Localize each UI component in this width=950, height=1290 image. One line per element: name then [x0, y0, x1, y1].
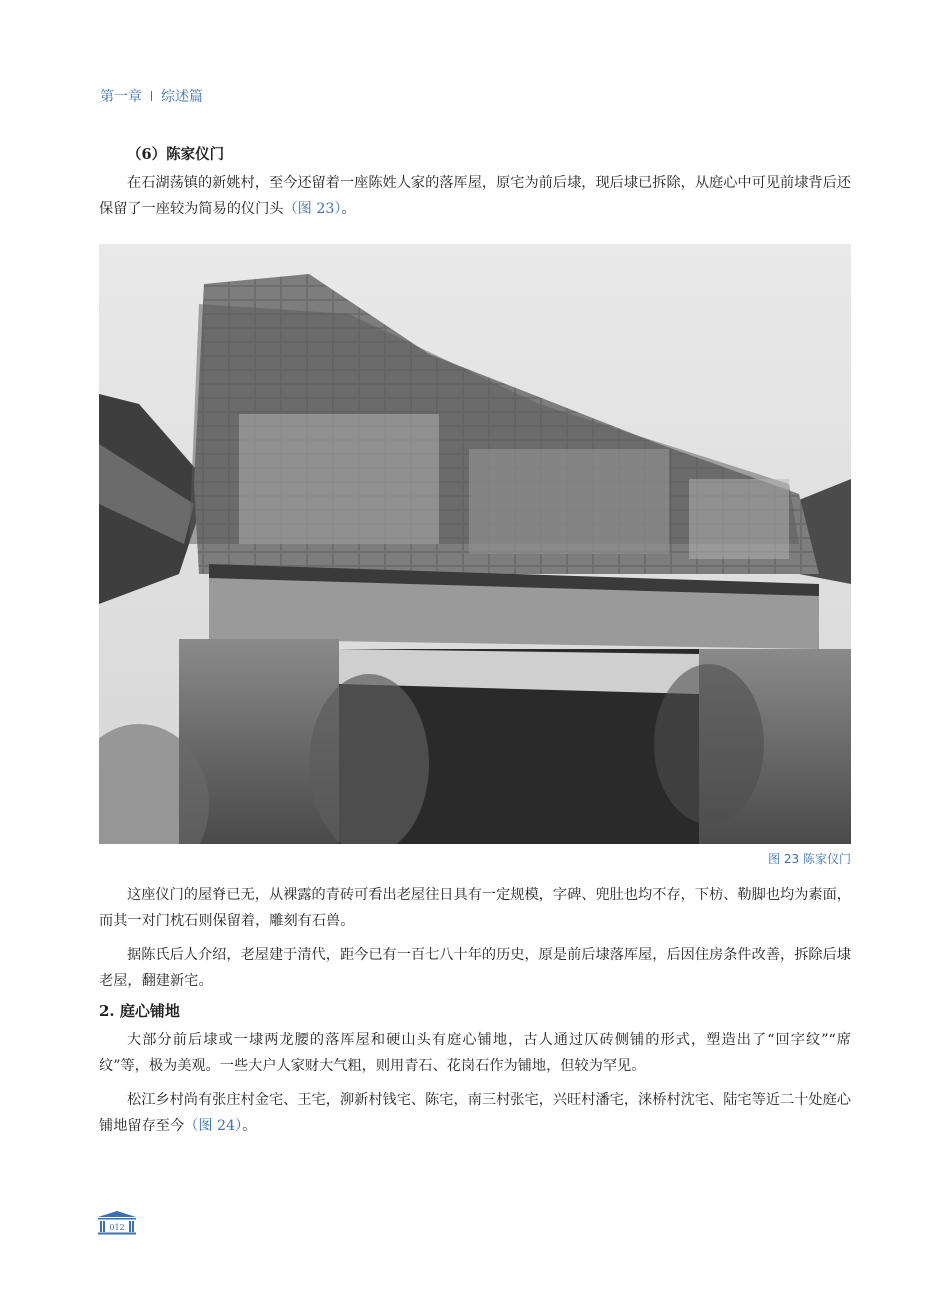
chapter-label: 第一章 — [100, 89, 142, 105]
section2-paragraph-2 — [99, 1087, 851, 1139]
paragraph-end: 。 — [242, 1118, 257, 1134]
paragraph-text: 松江乡村尚有张庄村金宅、王宅，泖新村钱宅、陈宅，南三村张宅，兴旺村潘宅，涞桥村沈宅、陆宅等近二十处庭心铺地留存至今 — [99, 1092, 851, 1134]
page-footer — [96, 1210, 138, 1236]
section2-heading: 2. 庭心铺地 — [99, 1002, 180, 1020]
figure-reference-link[interactable]: （图 24） — [184, 1118, 243, 1134]
paragraph-end: 。 — [341, 201, 356, 217]
figure-reference-link[interactable]: （图 23） — [283, 201, 342, 217]
page-number: 012 — [109, 1223, 125, 1232]
section6-heading: （6）陈家仪门 — [127, 146, 225, 163]
gate-photo — [99, 244, 851, 844]
running-header — [100, 86, 203, 106]
section-label: 综述篇 — [161, 89, 203, 105]
section2-paragraph-1: 大部分前后埭或一埭两龙腰的落厍屋和硬山头有庭心铺地，古人通过仄砖侧铺的形式，塑造出了“回字纹”“席纹”等，极为美观。一些大户人家财大气粗，则用青石、花岗石作为铺地，但较为罕见。 — [99, 1032, 851, 1074]
paragraph-2: 这座仪门的屋脊已无，从裸露的青砖可看出老屋往日具有一定规模，字碑、兜肚也均不存，下枋、勒脚也均为素面，而其一对门枕石则保留着，雕刻有石兽。 — [99, 887, 851, 929]
header-separator — [151, 91, 152, 101]
section6-paragraph — [99, 170, 851, 222]
paragraph-text: 在石湖荡镇的新姚村，至今还留着一座陈姓人家的落厍屋，原宅为前后埭，现后埭已拆除，从庭心中可见前埭背后还保留了一座较为简易的仪门头 — [99, 175, 851, 217]
figure-caption: 图 23 陈家仪门 — [768, 852, 851, 866]
paragraph-3: 据陈氏后人介绍，老屋建于清代，距今已有一百七八十年的历史，原是前后埭落厍屋，后因住房条件改善，拆除后埭老屋，翻建新宅。 — [99, 947, 851, 989]
page-number-emblem-icon — [96, 1210, 138, 1236]
